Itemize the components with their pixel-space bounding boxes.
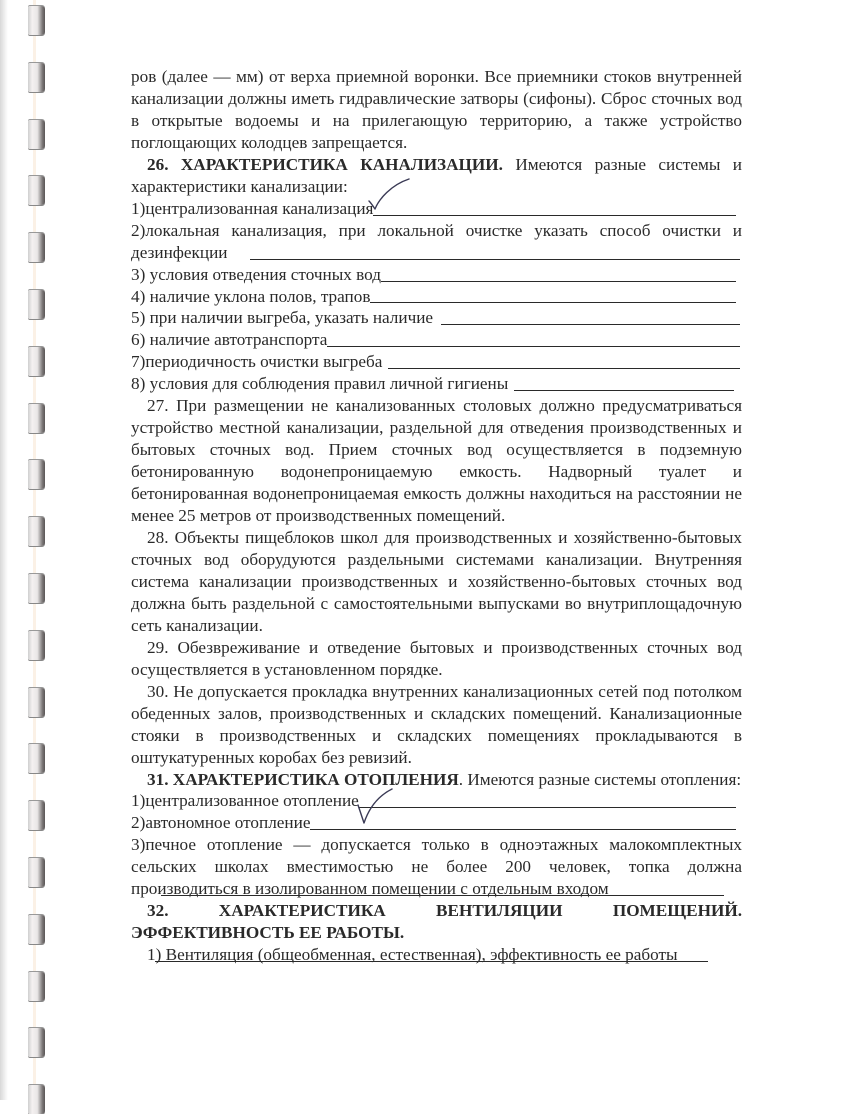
document-page [131, 66, 742, 966]
paragraph-27: 27. При размещении не канализованных столовых должно предусматриваться устройство местной канализации, раздельной для отведения производственных и бытовых сточных вод. Прием сточных вод осуществляется в подземную бетонированную водонепроницаемую емкость. Надворный туалет и бетонированная водонепроницаемая емкость должны находиться на расстоянии не менее 25 метров от производственных помещений. [131, 396, 742, 526]
form-item-label: 4) наличие уклона полов, трапов [131, 286, 371, 306]
form-item-label: 6) наличие автотранспорта [131, 330, 328, 350]
binding-ring [28, 574, 45, 603]
form-item-26-8 [131, 373, 742, 395]
form-item-label: 7)периодичность очистки выгреба [131, 352, 383, 372]
form-item-label: 3)печное отопление — допускается только в одноэтажных малокомплектных сельских школах вместимостью не более 200 человек, топка должна производиться в изолированном помещении с отдельным входом [131, 835, 742, 899]
form-item-31-2 [131, 812, 742, 834]
form-item-31-3 [131, 834, 742, 900]
section-31-heading: 31. ХАРАКТЕРИСТИКА ОТОПЛЕНИЯ [147, 769, 459, 789]
binding-ring [28, 120, 45, 149]
form-item-label: 1) Вентиляция (общеобменная, естественная), эффективность ее работы [147, 945, 678, 965]
binding-ring [28, 6, 45, 35]
page-edge-shadow [0, 0, 8, 1100]
form-item-26-4 [131, 286, 742, 308]
binding-ring [28, 404, 45, 433]
form-item-31-1 [131, 790, 742, 812]
section-26-heading-tail: Имеются разные системы и характеристики канализации: [131, 154, 743, 196]
binding-ring [28, 233, 45, 262]
binding-ring [28, 858, 45, 887]
paragraph-29: 29. Обезвреживание и отведение бытовых и производственных сточных вод осуществляется в установленном порядке. [131, 637, 742, 679]
answer-line[interactable] [388, 352, 740, 369]
form-item-26-3 [131, 264, 742, 286]
binding-ring [28, 688, 45, 717]
form-item-label: 5) при наличии выгреба, указать наличие [131, 308, 434, 328]
form-item-label: 8) условия для соблюдения правил личной гигиены [131, 374, 509, 394]
section-26-heading: 26. ХАРАКТЕРИСТИКА КАНАЛИЗАЦИИ. [147, 154, 503, 174]
binding-ring [28, 972, 45, 1001]
answer-line[interactable] [373, 199, 736, 216]
answer-line[interactable] [514, 374, 734, 391]
form-item-text: 2)локальная канализация, при локальной очистке указать способ очистки и дезинфекции [131, 220, 742, 262]
form-item-26-6 [131, 329, 742, 351]
section-32-heading: 32. ХАРАКТЕРИСТИКА ВЕНТИЛЯЦИИ ПОМЕЩЕНИЙ. ЭФФЕКТИВНОСТЬ ЕЕ РАБОТЫ. [131, 901, 742, 943]
answer-line[interactable] [155, 961, 708, 962]
binding-ring [28, 517, 45, 546]
answer-line[interactable] [370, 286, 736, 303]
binding-ring [28, 347, 45, 376]
form-item-26-2 [131, 220, 742, 264]
answer-line[interactable] [327, 330, 740, 347]
section-31-heading-paragraph [131, 769, 742, 791]
form-item-32-1 [131, 944, 742, 966]
section-26-heading-paragraph [131, 154, 742, 198]
form-item-label [131, 220, 742, 264]
form-item-26-7 [131, 351, 742, 373]
binding-ring [28, 290, 45, 319]
answer-line[interactable] [441, 308, 740, 325]
answer-line[interactable] [310, 813, 736, 830]
binding-ring [28, 1028, 45, 1057]
binding-ring [28, 460, 45, 489]
answer-line[interactable] [250, 259, 740, 260]
form-item-label: 2)автономное отопление [131, 813, 311, 833]
form-item-26-1 [131, 198, 742, 220]
binding-ring [28, 744, 45, 773]
answer-line[interactable] [381, 265, 736, 282]
form-item-row [131, 220, 742, 264]
binding-ring [28, 176, 45, 205]
paragraph-30: 30. Не допускается прокладка внутренних канализационных сетей под потолком обеденных залов, производственных и складских помещений. Канализационные стояки в производственных и складских помещениях прокладываются в оштукатуренных коробах без ревизий. [131, 681, 742, 767]
answer-line[interactable] [161, 895, 724, 896]
intro-paragraph: ров (далее — мм) от верха приемной воронки. Все приемники стоков внутренней канализации должны иметь гидравлические затворы (сифоны). Сброс сточных вод в открытые водоемы и на прилегающую территорию, а также устройство поглощающих колодцев запрещается. [131, 67, 742, 152]
paragraph-28: 28. Объекты пищеблоков школ для производственных и хозяйственно-бытовых сточных вод оборудуются раздельными системами канализации. Внутренняя система канализации производственных и хозяйственно-бытовых сточных вод должна быть раздельной с самостоятельными выпусками во внутриплощадочную сеть канализации. [131, 528, 742, 635]
form-item-label: 1)централизованное отопление [131, 791, 359, 811]
form-item-label: 3) условия отведения сточных вод [131, 264, 381, 284]
form-item-label: 1)централизованная канализация [131, 198, 374, 218]
binding-ring [28, 801, 45, 830]
binding-ring [28, 63, 45, 92]
section-31-heading-tail: . Имеются разные системы отопления: [458, 769, 742, 789]
form-item-26-5 [131, 307, 742, 329]
answer-line[interactable] [359, 791, 736, 808]
binding-ring [28, 915, 45, 944]
binding-ring [28, 631, 45, 660]
